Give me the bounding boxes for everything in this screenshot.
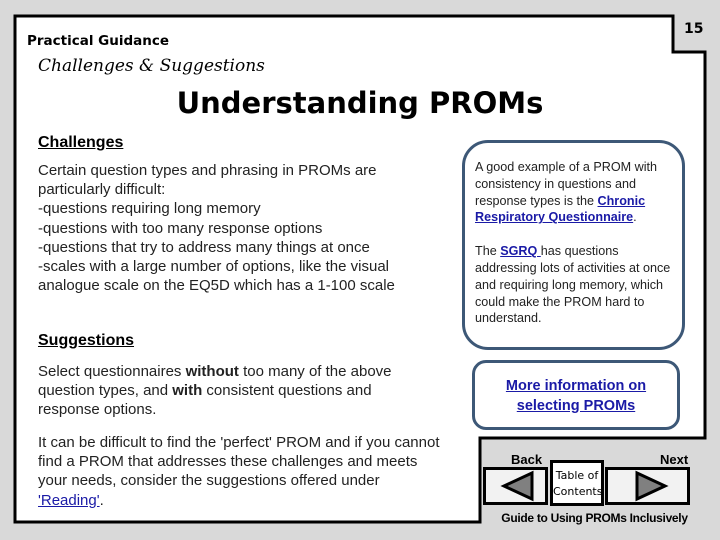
page-title: Understanding PROMs — [176, 86, 544, 120]
right-arrow-icon — [608, 470, 687, 502]
more-info-box — [472, 360, 680, 430]
text: Select questionnaires — [38, 363, 186, 380]
suggestions-heading: Suggestions — [38, 332, 135, 349]
text: too many of the above question types, and — [38, 363, 392, 400]
crq-link[interactable]: Chronic Respiratory Questionnaire — [475, 193, 646, 225]
text-line: -scales with a large number of options, like the visual — [38, 258, 390, 276]
reading-link[interactable]: 'Reading' — [38, 491, 100, 509]
challenges-text — [38, 161, 458, 295]
text: A good example of a PROM with consistency in questions and response types is the — [475, 160, 658, 208]
emphasis: with — [172, 382, 203, 400]
suggestions-paragraph-2 — [38, 433, 448, 510]
text: consistent questions and response options. — [38, 382, 372, 419]
suggestions-paragraph-1 — [38, 362, 433, 420]
back-label: Back — [511, 452, 543, 467]
callout-paragraph-1 — [475, 159, 680, 226]
emphasis: without — [185, 363, 239, 380]
text: It can be difficult to find the 'perfect' PROM and if you cannot find a PROM that addresses these challenges and meets your needs, consider the suggestions offered under — [38, 434, 440, 490]
subtitle: Challenges & Suggestions — [38, 56, 265, 76]
left-arrow-icon — [486, 470, 545, 502]
page-number: 15 — [684, 21, 704, 37]
callout-paragraph-2 — [475, 243, 680, 327]
next-button[interactable] — [605, 467, 690, 505]
back-button[interactable] — [483, 467, 548, 505]
text: The — [475, 244, 501, 259]
next-label: Next — [660, 452, 689, 467]
example-callout — [462, 140, 685, 350]
text-line: Certain question types and phrasing in PROMs are — [38, 162, 377, 179]
table-of-contents-button[interactable]: Table of Contents — [550, 460, 604, 506]
text: has questions addressing lots of activities at once and requiring long memory, which could make the PROM hard to understand. — [475, 244, 671, 326]
sgrq-link[interactable]: SGRQ — [500, 244, 541, 259]
section-label: Practical Guidance — [27, 33, 170, 49]
text-line: particularly difficult: — [38, 181, 166, 199]
text: . — [633, 210, 637, 225]
text-line: -questions with too many response options — [38, 219, 323, 237]
text-line: -questions requiring long memory — [38, 200, 261, 218]
text-line: analogue scale on the EQ5D which has a 1-100 scale — [38, 277, 395, 295]
more-info-link[interactable]: More information on selecting PROMs — [505, 378, 647, 414]
text-line: -questions that try to address many things at once — [38, 238, 370, 256]
challenges-heading: Challenges — [38, 134, 124, 151]
text: . — [99, 491, 104, 509]
guide-footer: Guide to Using PROMs Inclusively — [501, 511, 688, 525]
